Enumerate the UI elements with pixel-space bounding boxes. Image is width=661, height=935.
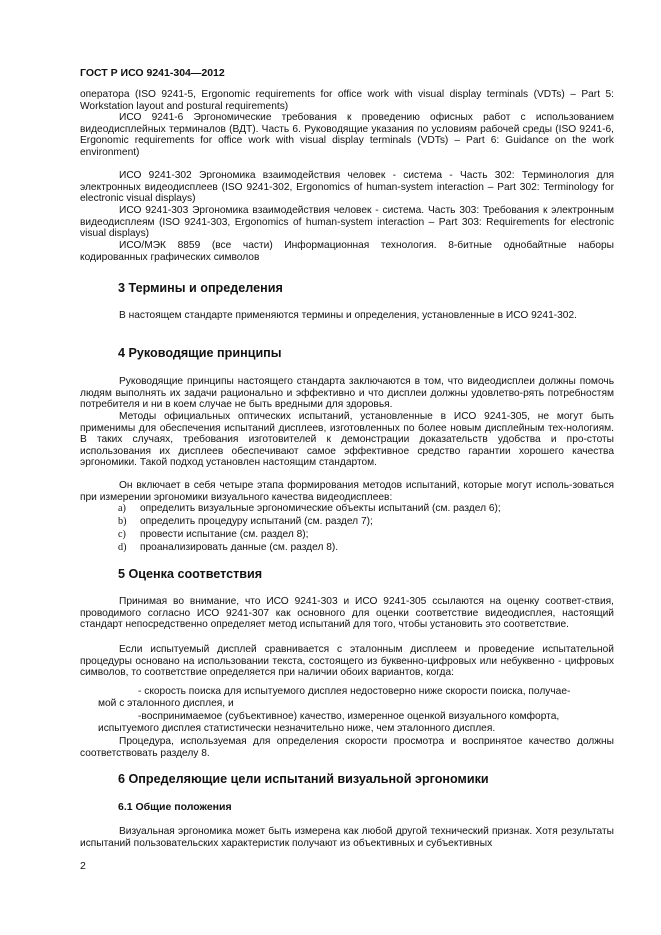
ref-paragraph-2: ИСО 9241-6 Эргономические требования к проведению офисных работ с использованием видеодисплейных терминалов (ВДТ). Часть 6. Руководящие указания по условиям рабочей среды (ISO 9241-6, Ergonomic requirements for office work with visual display terminals (VDTs) – Part 6: Guidance on the work environment): [80, 112, 614, 158]
section-5-title: 5 Оценка соответствия: [118, 567, 263, 581]
section-5-paragraph-3: Процедура, используемая для определения скорости просмотра и воспринятое качество должны соответствовать разделу 8.: [80, 736, 614, 759]
list-item-text: определить визуальные эргономические объекты испытаний (см. раздел 6);: [140, 503, 501, 514]
section-4-paragraph-1: Руководящие принципы настоящего стандарта заключаются в том, что видеодисплеи должны помочь людям выполнять их задачи рационально и эффективно и что дисплеи должны удовлетво-рять потребностям потребителя и ни в коем случае не быть вредными для здоровья.: [80, 376, 614, 410]
subsection-6-1-title: 6.1 Общие положения: [118, 801, 232, 813]
section-6-title: 6 Определяющие цели испытаний визуальной эргономики: [118, 772, 489, 786]
page-number: 2: [80, 860, 86, 872]
list-marker: c): [118, 529, 126, 540]
section-3-title: 3 Термины и определения: [118, 281, 283, 295]
list-item-a: [118, 503, 501, 515]
section-4-paragraph-3: Он включает в себя четыре этапа формирования методов испытаний, которые могут исполь-зоваться при измерении эргономики визуального качества видеодисплеев:: [80, 480, 614, 503]
list-item-c: [118, 529, 309, 541]
list-marker: b): [118, 516, 127, 527]
list-item-d: [118, 542, 338, 554]
section-4-paragraph-2: Методы официальных оптических испытаний, установленные в ИСО 9241-305, не могут быть применимы для обеспечения испытаний дисплеев, изготовленных по более новым дисплейным тех-нологиям. В таких случаях, требования изготовителей к демонстрации доказательств удобства и про-стоты использования их дисплеев обеспечивают самое эффективное средство гарантии хорошего качества эргономики. Такой подход установлен настоящим стандартом.: [80, 411, 614, 468]
condition-2-line-2: испытуемого дисплея статистически незначительно ниже, чем эталонного дисплея.: [98, 723, 496, 734]
condition-1-line-2: мой с эталонного дисплея, и: [98, 698, 234, 709]
section-5-paragraph-2: Если испытуемый дисплей сравнивается с эталонным дисплеем и проведение испытательной процедуры основано на использовании текста, состоящего из буквенно-цифровых или небуквенно - цифровых символов, то соответствие определяется при наличии обоих вариантов, когда:: [80, 644, 614, 678]
section-6-paragraph-1: Визуальная эргономика может быть измерена как любой другой технический признак. Хотя результаты испытаний пользовательских характеристик получают из объективных и субъективных: [80, 826, 614, 849]
list-marker: a): [118, 503, 126, 514]
condition-2-line-1: -воспринимаемое (субъективное) качество, измеренное оценкой визуального комфорта,: [138, 711, 560, 722]
ref-paragraph-4: ИСО 9241-303 Эргономика взаимодействия человек - система. Часть 303: Требования к электронным видеодисплеям (ISO 9241-303, Ergonomics of human-system interaction – Part 303: Requirements for electronic visual displays): [80, 205, 614, 239]
section-5-paragraph-1: Принимая во внимание, что ИСО 9241-303 и ИСО 9241-305 ссылаются на оценку соответ-ствия, проводимого согласно ИСО 9241-307 как основного для оценки соответствие видеодисплея, настоящий стандарт непосредственно определяет метод испытаний для того, чтобы установить это соответствие.: [80, 596, 614, 630]
list-marker: d): [118, 542, 127, 553]
section-4-title: 4 Руководящие принципы: [118, 346, 282, 360]
ref-paragraph-1: оператора (ISO 9241-5, Ergonomic requirements for office work with visual display terminals (VDTs) – Part 5: Workstation layout and postural requirements): [80, 89, 614, 112]
condition-1-line-1: - скорость поиска для испытуемого дисплея недостоверно ниже скорости поиска, получае-: [138, 686, 571, 697]
ref-paragraph-3: ИСО 9241-302 Эргономика взаимодействия человек - система - Часть 302: Терминология для электронных видеодисплеев (ISO 9241-302, Ergonomics of human-system interaction – Part 302: Terminology for electronic visual displays): [80, 170, 614, 204]
list-item-text: определить процедуру испытаний (см. раздел 7);: [140, 516, 373, 527]
list-item-b: [118, 516, 373, 528]
section-3-paragraph: В настоящем стандарте применяются термины и определения, установленные в ИСО 9241-302.: [119, 310, 577, 321]
document-header: ГОСТ Р ИСО 9241-304—2012: [80, 67, 225, 79]
list-item-text: проанализировать данные (см. раздел 8).: [140, 542, 339, 553]
list-item-text: провести испытание (см. раздел 8);: [140, 529, 309, 540]
ref-paragraph-5: ИСО/МЭК 8859 (все части) Информационная технология. 8-битные однобайтные наборы кодированных графических символов: [80, 240, 614, 263]
